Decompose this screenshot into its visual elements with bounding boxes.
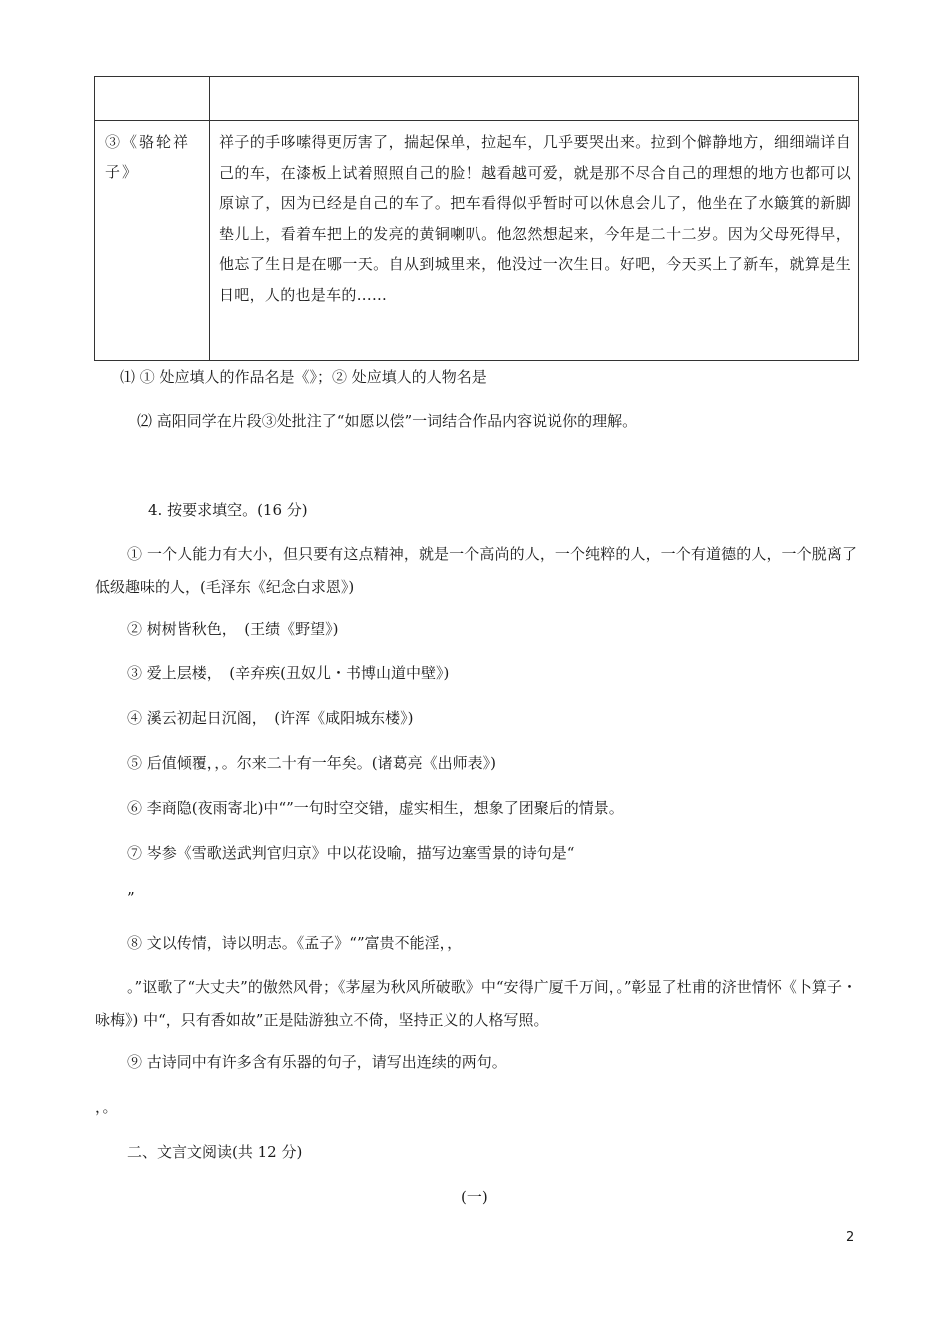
- q4-item5: ⑤ 后值倾覆，，。尔来二十有一年矣。(诸葛亮《出师表》): [127, 754, 496, 772]
- q4-item6: ⑥ 李商隐(夜雨寄北)中“”一句时空交错，虚实相生，想象了团聚后的情景。: [127, 799, 624, 817]
- page-number: 2: [846, 1230, 855, 1245]
- q4-item1: ① 一个人能力有大小，但只要有这点精神，就是一个高尚的人，一个纯粹的人，一个有道德的人，一个脱离了低级趣味的人，(毛泽东《纪念白求恩》): [95, 545, 857, 596]
- q4-title: 4. 按要求填空。(16 分): [148, 501, 308, 519]
- q4-item8-a: ⑧ 文以传情，诗以明志。《孟子》“”富贵不能淫，，: [127, 934, 463, 952]
- q4-item2: ② 树树皆秋色， (王绩《野望》): [127, 620, 339, 638]
- q4-item9-b: ，。: [95, 1098, 118, 1116]
- q3-sub1: ⑴ ① 处应填人的作品名是《》；② 处应填人的人物名是: [120, 368, 487, 386]
- row2-excerpt: 祥子的手哆嗦得更厉害了，揣起保单，拉起车，几乎要哭出来。拉到个僻静地方，细细端详自己的车，在漆板上试着照照自己的脸！越看越可爱，就是那不尽合自己的理想的地方也都可以原谅了，因为已经是自己的车了。把车看得似乎暂时可以休息会儿了，他坐在了水簸箕的新脚垫儿上，看着车把上的发亮的黄铜喇叭。他忽然想起来，今年是二十二岁。因为父母死得早，他忘了生日是在哪一天。自从到城里来，他没过一次生日。好吧，今天买上了新车，就算是生日吧，人的也是车的...…: [219, 133, 851, 304]
- table-row-divider: [95, 120, 858, 121]
- row2-label: ③《骆轮祥子》: [105, 133, 191, 181]
- section2-subtitle: (一): [461, 1188, 488, 1206]
- q4-item7-b: ”: [127, 889, 135, 907]
- q3-sub2: ⑵ 高阳同学在片段③处批注了“如愿以偿”一词结合作品内容说说你的理解。: [137, 412, 638, 430]
- q4-item4: ④ 溪云初起日沉阁， (许浑《咸阳城东楼》): [127, 709, 414, 727]
- q4-item9-a: ⑨ 古诗同中有许多含有乐器的句子，请写出连续的两句。: [127, 1053, 507, 1071]
- reading-table: [94, 76, 859, 361]
- q4-item3: ③ 爱上层楼， (辛弃疾(丑奴儿・书博山道中壁》): [127, 664, 450, 682]
- q4-item8-b: 。”讴歌了“大丈夫”的傲然风骨；《茅屋为秋风所破歌》中“安得广厦千万间，。”彰显了杜甫的济世情怀《卜算子・咏梅》) 中“，只有香如故”正是陆游独立不倚，坚持正义的人格写照。: [95, 978, 857, 1029]
- q4-item7-a: ⑦ 岑参《雪歌送武判官归京》中以花设喻，描写边塞雪景的诗句是“: [127, 844, 575, 862]
- section2-title: 二、文言文阅读(共 12 分): [127, 1143, 303, 1161]
